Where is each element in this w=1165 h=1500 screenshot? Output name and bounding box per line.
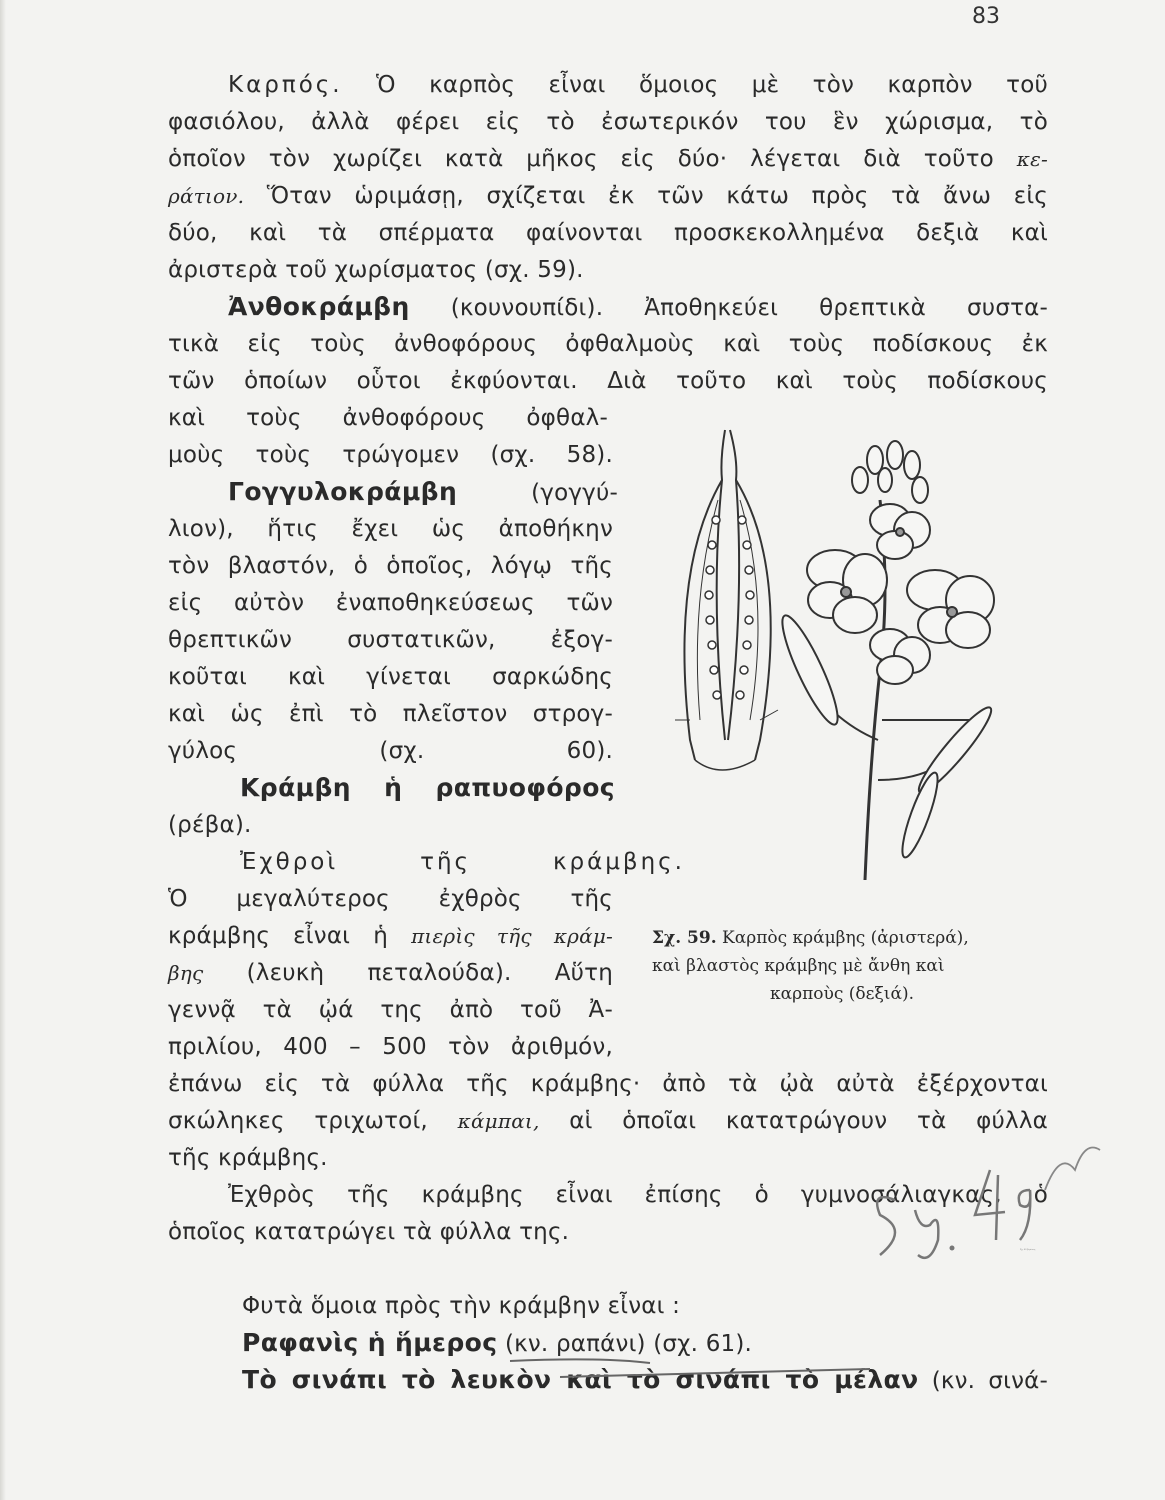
figure-caption-label: Σχ. 59.	[652, 928, 717, 948]
flower-1	[807, 550, 887, 633]
para2-line3: τῶν ὁποίων οὗτοι ἐκφύονται. Διὰ τοῦτο καὶ τοὺς ποδίσκους	[168, 368, 1048, 394]
handwriting-text: Σχ. 49 ξερίνιες	[1020, 1249, 1036, 1251]
para3-line1	[228, 477, 618, 508]
para3-line8: γύλος (σχ. 60).	[168, 738, 613, 764]
para5-line5: γεννᾷ τὰ ᾠά της ἀπὸ τοῦ Ἀ-	[168, 997, 613, 1023]
petal-flowers-lower	[870, 629, 930, 684]
similar-sinapi: Τὸ σινάπι τὸ λευκὸν καὶ τὸ σινάπι τὸ μέλαν	[242, 1365, 919, 1394]
para2-line5: μοὺς τοὺς τρώγομεν (σχ. 58).	[168, 442, 613, 468]
similar-line3-text: (κν. σινά-	[931, 1368, 1048, 1394]
para1-line1	[228, 70, 1048, 100]
para4-line1	[240, 773, 615, 804]
similar-raphanus: Ραφανὶς ἡ ἥμερος	[242, 1328, 498, 1357]
para1-term-keration-end: ράτιον.	[168, 184, 245, 208]
page-number: 83	[972, 4, 1000, 29]
para3-line3: τὸν βλαστόν, ὁ ὁποῖος, λόγῳ τῆς	[168, 553, 613, 579]
para4-heading: Κράμβη ἡ ραπυοφόρος	[240, 773, 615, 802]
para5-line10: Ἐχθρὸς τῆς κράμβης εἶναι ἐπίσης ὁ γυμνοσάλιαγκας, ὁ	[228, 1182, 1048, 1208]
figure-59-illustration	[650, 420, 1050, 900]
para5-term-kampai: κάμπαι,	[457, 1109, 540, 1133]
pencil-underline	[400, 1355, 880, 1385]
para5-line2: Ὁ μεγαλύτερος ἐχθρὸς τῆς	[168, 886, 613, 912]
flower-3	[870, 504, 930, 559]
para3-line4: εἰς αὐτὸν ἐναποθηκεύσεως τῶν	[168, 590, 613, 616]
para1-line4-text: Ὅταν ὡριμάσῃ, σχίζεται ἐκ τῶν κάτω πρὸς τὰ ἄνω εἰς	[266, 183, 1049, 209]
para3-line6: κοῦται καὶ γίνεται σαρκώδης	[168, 664, 613, 690]
para5-line6: πριλίου, 400 – 500 τὸν ἀριθμόν,	[168, 1034, 613, 1060]
seed-pod-drawing	[675, 430, 778, 770]
para1-line1-text: Ὁ καρπὸς εἶναι ὅμοιος μὲ τὸν καρπὸν τοῦ	[376, 72, 1048, 98]
para2-line1-text: (κουνουπίδι). Ἀποθηκεύει θρεπτικὰ συστα-	[450, 295, 1049, 321]
para1-term-keration: κε-	[1016, 147, 1048, 171]
figure-caption-line2: καὶ βλαστὸς κράμβης μὲ ἄνθη καὶ	[652, 956, 945, 976]
para3-line7: καὶ ὡς ἐπὶ τὸ πλεῖστον στρογ-	[168, 701, 613, 727]
para5-term-pieris: πιερὶς τῆς κράμ-	[411, 924, 613, 948]
para1-line6: ἀριστερὰ τοῦ χωρίσματος (σχ. 59).	[168, 257, 584, 283]
figure-caption-text1: Καρπὸς κράμβης (ἀριστερά),	[722, 928, 969, 948]
para1-line3	[168, 144, 1048, 174]
para5-heading: Ἐχθροὶ τῆς κράμβης.	[240, 849, 685, 875]
para5-line9: τῆς κράμβης.	[168, 1145, 328, 1171]
para1-heading: Καρπός.	[228, 72, 343, 98]
para5-line4-text: (λευκὴ πεταλούδα). Αὕτη	[246, 960, 613, 986]
para5-term-pieris-end: βης	[168, 961, 204, 985]
para2-line2: τικὰ εἰς τοὺς ἀνθοφόρους ὀφθαλμοὺς καὶ τοὺς ποδίσκους ἐκ	[168, 331, 1048, 357]
para5-line7: ἐπάνω εἰς τὰ φύλλα τῆς κράμβης· ἀπὸ τὰ ᾠὰ αὐτὰ ἐξέρχονται	[168, 1071, 1048, 1097]
similar-line2-text: (κν. ραπάνι) (σχ. 61).	[504, 1331, 753, 1357]
para1-line3-text: ὁποῖον τὸν χωρίζει κατὰ μῆκος εἰς δύο· λέγεται διὰ τοῦτο	[168, 146, 994, 172]
para5-line3-text: κράμβης εἶναι ἡ	[168, 923, 389, 949]
para1-line2: φασιόλου, ἀλλὰ φέρει εἰς τὸ ἐσωτερικόν του ἓν χώρισμα, τὸ	[168, 109, 1048, 135]
figure-caption-line3: καρποὺς (δεξιά).	[770, 984, 914, 1004]
para2-line1	[228, 292, 1048, 323]
para5-line11: ὁποῖος κατατρώγει τὰ φύλλα της.	[168, 1219, 570, 1245]
para1-line5: δύο, καὶ τὰ σπέρματα φαίνονται προσκεκολλημένα δεξιὰ καὶ	[168, 220, 1048, 246]
para3-line5: θρεπτικῶν συστατικῶν, ἐξογ-	[168, 627, 613, 653]
para3-line2: λιον), ἥτις ἔχει ὡς ἀποθήκην	[168, 516, 613, 542]
para2-line4: καὶ τοὺς ἀνθοφόρους ὀφθαλ-	[168, 405, 608, 431]
para1-line4	[168, 181, 1048, 211]
para4-line2: (ρέβα).	[168, 812, 252, 838]
para5-line8-text: σκώληκες τριχωτοί,	[168, 1108, 428, 1134]
handwritten-annotation	[870, 1130, 1110, 1270]
para5-line4	[168, 958, 613, 988]
para3-line1-text: (γογγύ-	[531, 480, 618, 506]
flowering-stem-drawing	[774, 441, 998, 880]
figure-caption-line1	[652, 928, 969, 948]
para5-line8-rest: αἱ ὁποῖαι κατατρώγουν τὰ φύλλα	[569, 1108, 1048, 1134]
para3-heading: Γογγυλοκράμβη	[228, 477, 458, 506]
para2-heading: Ἀνθοκράμβη	[228, 292, 410, 321]
flower-buds	[852, 441, 928, 503]
binding-shadow	[0, 0, 6, 1500]
similar-plants-intro: Φυτὰ ὅμοια πρὸς τὴν κράμβην εἶναι :	[242, 1293, 681, 1319]
flower-2	[907, 570, 994, 648]
para5-line3	[168, 921, 613, 951]
